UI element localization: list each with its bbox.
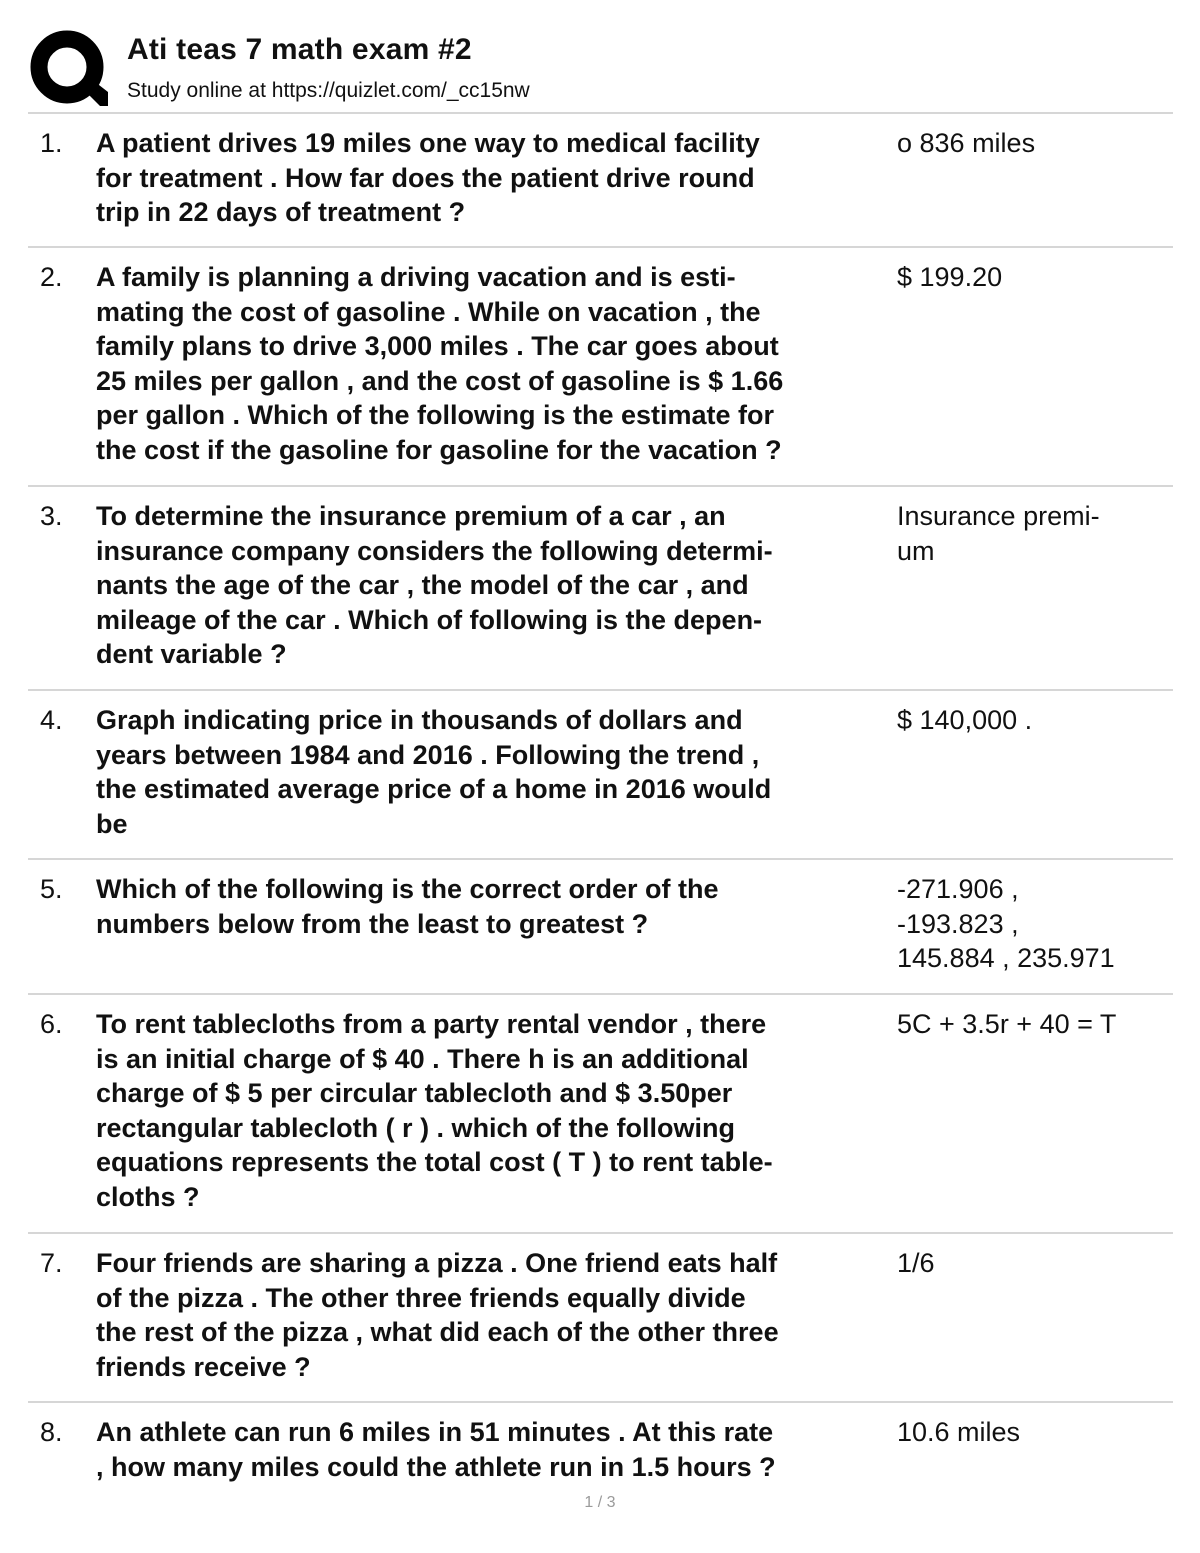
card-question: To rent tablecloths from a party rental vendor , there is an initial charge of $ 40 . There h is an additional charge of $ 5 per circular tablecloth and $ 3.50per rectangular tablecloth ( r ) . which of the following equations represents the total cost ( T ) to rent table- cloths ? <box>96 1009 773 1212</box>
card-question: Which of the following is the correct order of the numbers below from the least to greatest ? <box>96 874 719 939</box>
flashcard-6 <box>28 993 1173 1232</box>
flashcard-3 <box>28 485 1173 689</box>
card-answer: $ 140,000 . <box>897 705 1033 735</box>
card-question: A patient drives 19 miles one way to medical facility for treatment . How far does the patient drive round trip in 22 days of treatment ? <box>96 128 760 227</box>
card-number: 2. <box>40 262 63 292</box>
flashcard-5 <box>28 858 1173 993</box>
study-online-link[interactable]: Study online at https://quizlet.com/_cc15nw <box>127 79 530 102</box>
quizlet-logo-icon <box>30 30 108 108</box>
card-number: 6. <box>40 1009 63 1039</box>
card-number: 8. <box>40 1417 63 1447</box>
page-header <box>30 30 1172 112</box>
card-question: Four friends are sharing a pizza . One friend eats half of the pizza . The other three friends equally divide the rest of the pizza , what did each of the other three friends receive ? <box>96 1248 779 1382</box>
card-question: To determine the insurance premium of a car , an insurance company considers the following determi- nants the age of the car , the model of the car , and mileage of the car . Which of following is the depen- dent variable ? <box>96 501 773 669</box>
flashcard-8 <box>28 1401 1173 1493</box>
card-number: 1. <box>40 128 63 158</box>
card-number: 4. <box>40 705 63 735</box>
card-answer: o 836 miles <box>897 128 1036 158</box>
card-question: An athlete can run 6 miles in 51 minutes . At this rate , how many miles could the athlete run in 1.5 hours ? <box>96 1417 776 1482</box>
flashcard-2 <box>28 246 1173 485</box>
card-question: Graph indicating price in thousands of dollars and years between 1984 and 2016 . Following the trend , the estimated average price of a home in 2016 would be <box>96 705 772 839</box>
card-question: A family is planning a driving vacation and is esti- mating the cost of gasoline . While on vacation , the family plans to drive 3,000 miles . The car goes about 25 miles per gallon , and the cost of gasoline is $ 1.66 per gallon . Which of the following is the estimate for the cost if the gasoline for gasoline for the vacation ? <box>96 262 784 465</box>
card-number: 5. <box>40 874 63 904</box>
card-answer: -271.906 , -193.823 , 145.884 , 235.971 <box>897 874 1115 973</box>
flashcard-4 <box>28 689 1173 858</box>
card-answer: 10.6 miles <box>897 1417 1021 1447</box>
card-answer: Insurance premi- um <box>897 501 1100 566</box>
flashcard-7 <box>28 1232 1173 1401</box>
page-title: Ati teas 7 math exam #2 <box>127 33 472 66</box>
flashcard-1 <box>28 112 1173 246</box>
card-number: 3. <box>40 501 63 531</box>
card-answer: $ 199.20 <box>897 262 1003 292</box>
card-answer: 1/6 <box>897 1248 935 1278</box>
card-answer: 5C + 3.5r + 40 = T <box>897 1009 1117 1039</box>
card-number: 7. <box>40 1248 63 1278</box>
page-indicator: 1 / 3 <box>584 1494 616 1511</box>
